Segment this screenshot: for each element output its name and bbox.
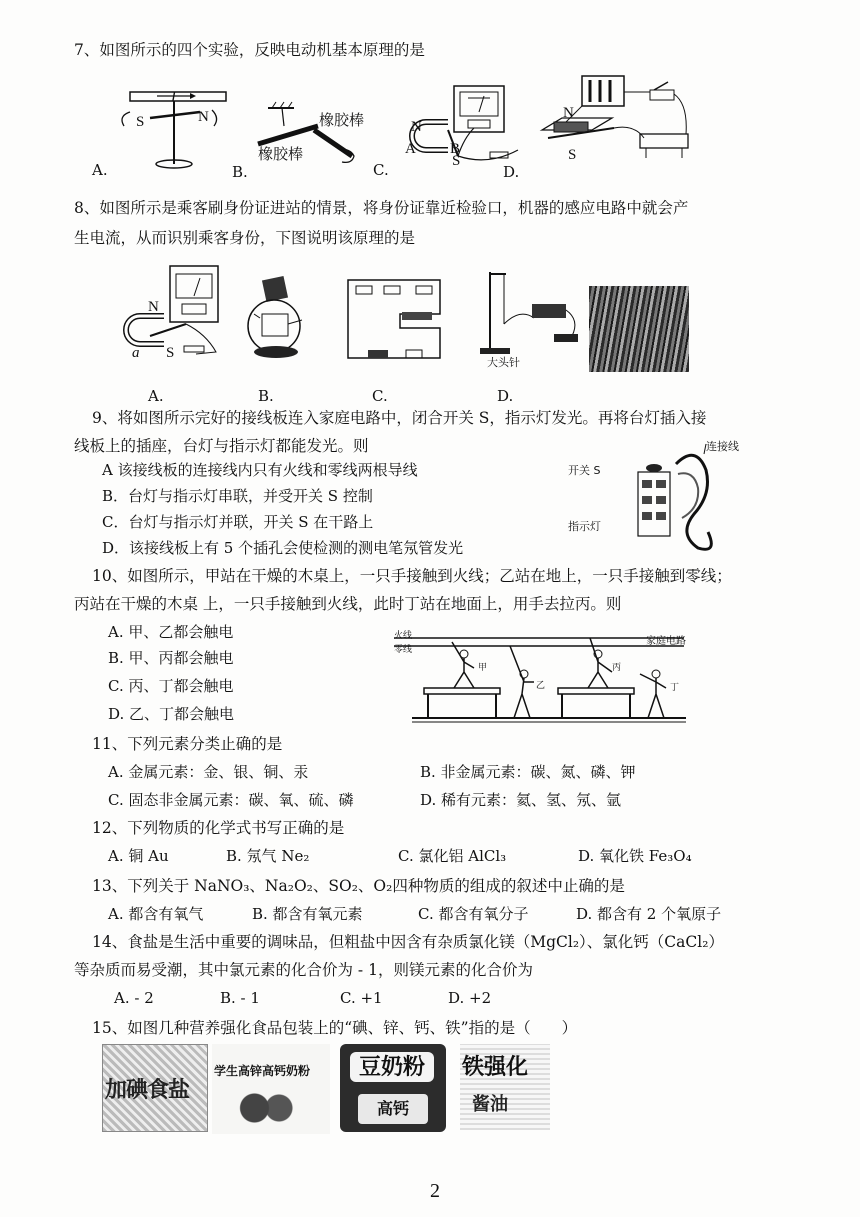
q8-a-s-label: S — [166, 345, 175, 361]
q15-milk-powder-pack — [212, 1044, 330, 1134]
q14-stem-line2: 等杂质而易受潮，其中氯元素的化合价为 - 1，则镁元素的化合价为 — [74, 961, 533, 979]
q7-option-d: D. — [503, 163, 520, 181]
q10-person-jia: 甲 — [478, 663, 488, 673]
q8-turnstile-photo — [589, 286, 689, 372]
q7-b-rubber-rod-bottom: 橡胶棒 — [258, 147, 304, 163]
q8-option-c: C. — [372, 387, 388, 405]
q10-option-c: C. 丙、丁都会触电 — [108, 677, 234, 695]
q7-a-n-label: N — [198, 109, 209, 125]
q10-option-b: B. 甲、丙都会触电 — [108, 649, 234, 667]
q15-iodized-salt-pack — [102, 1044, 208, 1132]
q7-c-b-label: B — [450, 141, 461, 157]
q7-a-s-label: S — [136, 114, 145, 130]
q9-stem-line1: 9、将如图所示完好的接线板连入家庭电路中，闭合开关 S，指示灯发光。再将台灯插入接 — [92, 409, 707, 427]
q13-option-b: B. 都含有氧元素 — [252, 905, 363, 923]
q13-option-a: A. 都含有氧气 — [108, 905, 204, 923]
q11-option-a: A. 金属元素：金、银、铜、汞 — [108, 763, 309, 781]
q15-sauce-text: 酱油 — [472, 1094, 508, 1115]
q9-option-a: A 该接线板的连接线内只有火线和零线两根导线 — [102, 461, 418, 479]
q7-c-a-label: A — [405, 141, 416, 157]
q8-option-b: B. — [258, 387, 274, 405]
q8-option-a: A. — [148, 387, 164, 405]
q9-wire-label: 连接线 — [706, 440, 739, 453]
q15-children-image — [230, 1084, 300, 1132]
q12-option-c: C. 氯化铝 AlCl₃ — [398, 847, 507, 865]
q14-option-a: A. - 2 — [114, 989, 154, 1007]
q8-figure-b — [240, 274, 320, 364]
q12-stem: 12、下列物质的化学式书写正确的是 — [92, 819, 345, 837]
q10-live-wire-label: 火线 — [394, 631, 413, 641]
q13-option-d: D. 都含有 2 个氧原子 — [576, 905, 722, 923]
q7-option-b: B. — [232, 163, 248, 181]
q7-option-a: A. — [92, 161, 108, 179]
q8-d-pin-label: 大头针 — [487, 357, 520, 369]
q14-option-d: D. +2 — [448, 989, 492, 1007]
page-number: 2 — [430, 1180, 440, 1202]
q12-option-b: B. 氖气 Ne₂ — [226, 847, 310, 865]
q10-person-bing: 丙 — [612, 663, 622, 673]
q15-milk-text: 学生高锌高钙奶粉 — [214, 1064, 311, 1078]
q7-stem: 7、如图所示的四个实验，反映电动机基本原理的是 — [74, 41, 425, 59]
q15-soy-text: 豆奶粉 — [350, 1052, 434, 1082]
q15-stem: 15、如图几种营养强化食品包装上的“碘、锌、钙、铁”指的是（ ） — [92, 1019, 578, 1037]
q7-a-current-label: I — [171, 89, 176, 105]
q10-option-a: A. 甲、乙都会触电 — [108, 623, 234, 641]
q7-c-s-label: S — [452, 153, 461, 169]
q15-salt-text: 加碘食盐 — [105, 1077, 190, 1103]
q8-figure-d — [476, 268, 586, 364]
q7-figure-d — [536, 72, 696, 172]
q15-iron-text: 铁强化 — [462, 1054, 529, 1080]
q9-option-d: D．该接线板上有 5 个插孔会使检测的测电笔氖管发光 — [102, 539, 464, 557]
q10-neutral-wire-label: 零线 — [394, 645, 413, 655]
q7-c-n-label: N — [411, 119, 422, 135]
q8-stem-line2: 生电流，从而识别乘客身份，下图说明该原理的是 — [74, 229, 416, 247]
q7-d-n-label: N — [563, 105, 574, 121]
q8-a-n-label: N — [148, 299, 159, 315]
q7-b-rubber-rod-top: 橡胶棒 — [319, 113, 365, 129]
q8-figure-c — [344, 276, 444, 362]
q9-option-b: B．台灯与指示灯串联，并受开关 S 控制 — [102, 487, 373, 505]
q7-d-s-label: S — [568, 147, 577, 163]
q13-stem: 13、下列关于 NaNO₃、Na₂O₂、SO₂、O₂四种物质的组成的叙述中止确的是 — [92, 877, 625, 895]
q10-circuit-label: 家庭电路 — [646, 636, 686, 647]
q9-switch-label: 开关 S — [568, 464, 601, 477]
q11-option-d: D. 稀有元素：氦、氢、氖、氩 — [420, 791, 622, 809]
q7-option-c: C. — [373, 161, 389, 179]
q9-indicator-label: 指示灯 — [568, 520, 601, 533]
q11-stem: 11、下列元素分类止确的是 — [92, 735, 283, 753]
q15-soy-milk-pack — [340, 1044, 446, 1132]
q14-stem-line1: 14、食盐是生活中重要的调味品，但粗盐中因含有杂质氯化镁（MgCl₂）、氯化钙（CaCl₂） — [92, 933, 724, 951]
q13-option-c: C. 都含有氧分子 — [418, 905, 529, 923]
q10-stem-line2: 丙站在干燥的木桌 上，一只手接触到火线，此时丁站在地面上，用手去拉丙。则 — [74, 595, 622, 613]
q7-figure-c — [404, 82, 524, 172]
q9-stem-line2: 线板上的插座，台灯与指示灯都能发光。则 — [74, 437, 369, 455]
q10-person-yi: 乙 — [536, 681, 546, 691]
q15-soy-sauce-pack — [460, 1044, 550, 1130]
q12-option-a: A. 铜 Au — [108, 847, 169, 865]
q9-option-c: C．台灯与指示灯并联，开关 S 在干路上 — [102, 513, 374, 531]
q10-person-ding: 丁 — [670, 683, 680, 693]
q14-option-c: C. +1 — [340, 989, 383, 1007]
q11-option-b: B. 非金属元素：碳、氮、磷、钾 — [420, 763, 636, 781]
q8-a-a-label: a — [132, 345, 140, 361]
q11-option-c: C. 固态非金属元素：碳、氧、硫、磷 — [108, 791, 354, 809]
q10-option-d: D. 乙、丁都会触电 — [108, 705, 235, 723]
q15-calcium-text: 高钙 — [358, 1094, 428, 1124]
q8-stem-line1: 8、如图所示是乘客刷身份证进站的情景，将身份证靠近检验口，机器的感应电路中就会产 — [74, 199, 689, 217]
q14-option-b: B. - 1 — [220, 989, 260, 1007]
q8-option-d: D. — [497, 387, 514, 405]
q10-stem-line1: 10、如图所示，甲站在干燥的木桌上，一只手接触到火线；乙站在地上，一只手接触到零线； — [92, 567, 732, 585]
q9-power-strip-figure — [620, 434, 760, 554]
q12-option-d: D. 氧化铁 Fe₃O₄ — [578, 847, 692, 865]
